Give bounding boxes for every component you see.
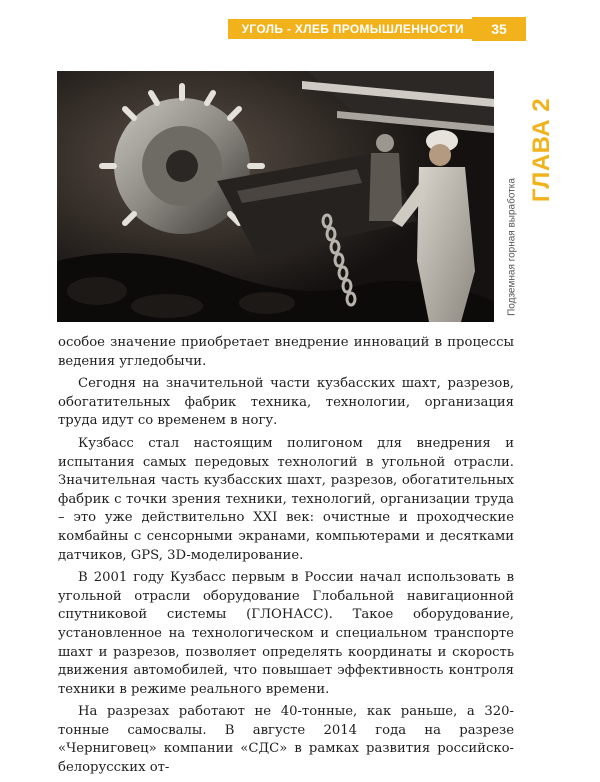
running-header-title: УГОЛЬ - ХЛЕБ ПРОМЫШЛЕННОСТИ bbox=[241, 22, 464, 36]
body-text bbox=[58, 334, 514, 782]
paragraph: особое значение приобретает внедрение инноваций в процессы ведения угледобычи. bbox=[58, 335, 514, 369]
paragraph: Кузбасс стал настоящим полигоном для внедрения и испытания самых передовых технологий в угольной отрасли. Значительная часть кузбасских шахт, разрезов, обогатительных фабрик с точки зрения техники, технологий, организации труда – это уже действительно XXI век: очистные и проходческие комбайны с сенсорными экранами, компьютерами и десятками датчиков, GPS, 3D-моделирование. bbox=[58, 435, 514, 563]
paragraph: На разрезах работают не 40-тонные, как раньше, а 320-тонные самосвалы. В августе 2014 года на разрезе «Черниговец» компании «СДС» в рамках развития российско-белорусских от- bbox=[58, 704, 514, 776]
page-number: 35 bbox=[491, 21, 507, 37]
paragraph: Сегодня на значительной части кузбасских шахт, разрезов, обогатительных фабрик техника, технологии, организация труда идут со временем в ногу. bbox=[58, 376, 514, 429]
chapter-label: ГЛАВА 2 bbox=[528, 97, 555, 203]
mining-photo-illustration bbox=[57, 71, 494, 322]
mining-photo bbox=[57, 71, 494, 322]
photo-caption: Подземная горная выработка bbox=[506, 178, 518, 316]
paragraph: В 2001 году Кузбасс первым в России начал использовать в угольной отрасли оборудование Глобальной навигационной спутниковой системы (ГЛОНАСС). Такое оборудование, установленное на технологическом и специальном транспорте шахт и разрезов, позволяет определять координаты и скорость движения автомобилей, что повышает эффективность контроля техники в режиме реального времени. bbox=[58, 570, 514, 697]
